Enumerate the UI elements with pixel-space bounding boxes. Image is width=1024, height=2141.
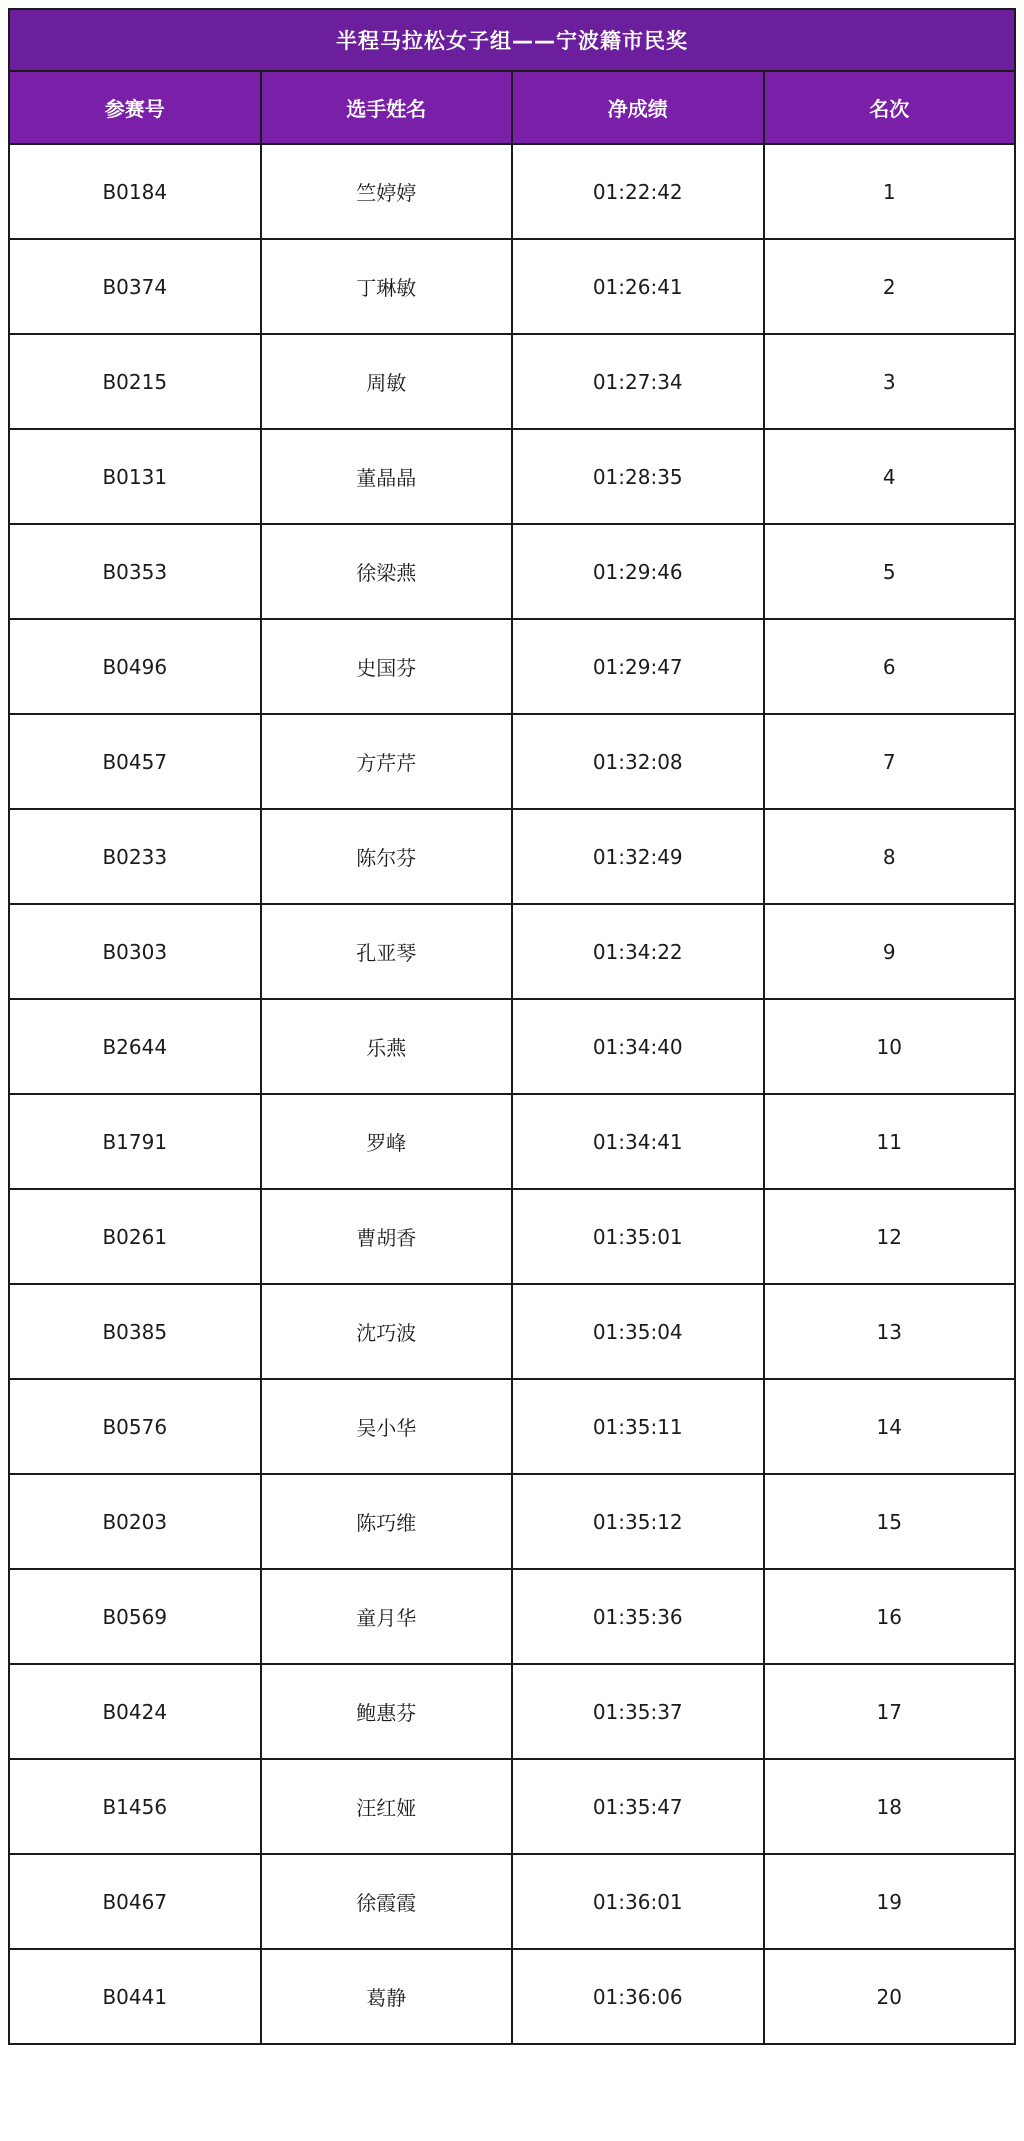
cell-rank: 1 <box>764 144 1016 239</box>
cell-name: 董晶晶 <box>261 429 513 524</box>
cell-time: 01:35:01 <box>512 1189 764 1284</box>
table-row <box>9 1854 1015 1949</box>
cell-rank: 14 <box>764 1379 1016 1474</box>
column-header-rank: 名次 <box>764 71 1016 144</box>
cell-time: 01:34:22 <box>512 904 764 999</box>
cell-rank: 4 <box>764 429 1016 524</box>
column-header-time: 净成绩 <box>512 71 764 144</box>
table-row <box>9 429 1015 524</box>
cell-bib: B0131 <box>9 429 261 524</box>
table-row <box>9 1759 1015 1854</box>
cell-time: 01:27:34 <box>512 334 764 429</box>
header-row <box>9 71 1015 144</box>
cell-bib: B0184 <box>9 144 261 239</box>
cell-rank: 18 <box>764 1759 1016 1854</box>
table-row <box>9 619 1015 714</box>
cell-rank: 10 <box>764 999 1016 1094</box>
cell-rank: 7 <box>764 714 1016 809</box>
cell-bib: B1456 <box>9 1759 261 1854</box>
title-row <box>9 9 1015 71</box>
cell-bib: B0441 <box>9 1949 261 2044</box>
table-row <box>9 334 1015 429</box>
cell-time: 01:35:37 <box>512 1664 764 1759</box>
cell-bib: B0385 <box>9 1284 261 1379</box>
cell-name: 乐燕 <box>261 999 513 1094</box>
cell-time: 01:26:41 <box>512 239 764 334</box>
table-row <box>9 1379 1015 1474</box>
cell-time: 01:35:36 <box>512 1569 764 1664</box>
cell-time: 01:34:41 <box>512 1094 764 1189</box>
table-head <box>9 9 1015 144</box>
column-header-bib: 参赛号 <box>9 71 261 144</box>
cell-name: 竺婷婷 <box>261 144 513 239</box>
cell-rank: 6 <box>764 619 1016 714</box>
cell-name: 葛静 <box>261 1949 513 2044</box>
cell-time: 01:35:11 <box>512 1379 764 1474</box>
table-row <box>9 1949 1015 2044</box>
cell-rank: 2 <box>764 239 1016 334</box>
table-row <box>9 999 1015 1094</box>
table-row <box>9 524 1015 619</box>
cell-rank: 20 <box>764 1949 1016 2044</box>
cell-bib: B0233 <box>9 809 261 904</box>
cell-name: 丁琳敏 <box>261 239 513 334</box>
cell-name: 吴小华 <box>261 1379 513 1474</box>
cell-time: 01:32:08 <box>512 714 764 809</box>
cell-time: 01:36:01 <box>512 1854 764 1949</box>
cell-name: 童月华 <box>261 1569 513 1664</box>
table-title: 半程马拉松女子组——宁波籍市民奖 <box>9 9 1015 71</box>
cell-rank: 15 <box>764 1474 1016 1569</box>
table-body <box>9 144 1015 2044</box>
cell-name: 方芹芹 <box>261 714 513 809</box>
cell-time: 01:35:12 <box>512 1474 764 1569</box>
cell-name: 沈巧波 <box>261 1284 513 1379</box>
cell-name: 徐霞霞 <box>261 1854 513 1949</box>
cell-name: 史国芬 <box>261 619 513 714</box>
cell-time: 01:35:04 <box>512 1284 764 1379</box>
cell-bib: B2644 <box>9 999 261 1094</box>
column-header-name: 选手姓名 <box>261 71 513 144</box>
cell-name: 周敏 <box>261 334 513 429</box>
cell-name: 徐梁燕 <box>261 524 513 619</box>
cell-bib: B0467 <box>9 1854 261 1949</box>
cell-rank: 9 <box>764 904 1016 999</box>
cell-name: 鲍惠芬 <box>261 1664 513 1759</box>
cell-rank: 5 <box>764 524 1016 619</box>
cell-time: 01:32:49 <box>512 809 764 904</box>
table-row <box>9 1474 1015 1569</box>
cell-name: 陈尔芬 <box>261 809 513 904</box>
cell-bib: B0424 <box>9 1664 261 1759</box>
cell-bib: B0569 <box>9 1569 261 1664</box>
cell-bib: B0303 <box>9 904 261 999</box>
cell-rank: 17 <box>764 1664 1016 1759</box>
cell-rank: 16 <box>764 1569 1016 1664</box>
cell-rank: 19 <box>764 1854 1016 1949</box>
table-row <box>9 1189 1015 1284</box>
cell-bib: B0203 <box>9 1474 261 1569</box>
table-row <box>9 904 1015 999</box>
cell-time: 01:28:35 <box>512 429 764 524</box>
table-row <box>9 239 1015 334</box>
cell-time: 01:36:06 <box>512 1949 764 2044</box>
cell-bib: B0496 <box>9 619 261 714</box>
cell-time: 01:29:47 <box>512 619 764 714</box>
table-row <box>9 714 1015 809</box>
cell-rank: 13 <box>764 1284 1016 1379</box>
cell-time: 01:34:40 <box>512 999 764 1094</box>
cell-time: 01:35:47 <box>512 1759 764 1854</box>
cell-rank: 12 <box>764 1189 1016 1284</box>
cell-bib: B0261 <box>9 1189 261 1284</box>
cell-bib: B0576 <box>9 1379 261 1474</box>
cell-rank: 8 <box>764 809 1016 904</box>
table-row <box>9 809 1015 904</box>
table-row <box>9 1664 1015 1759</box>
cell-time: 01:29:46 <box>512 524 764 619</box>
cell-name: 孔亚琴 <box>261 904 513 999</box>
table-row <box>9 1284 1015 1379</box>
cell-bib: B0215 <box>9 334 261 429</box>
cell-bib: B1791 <box>9 1094 261 1189</box>
table-row <box>9 1094 1015 1189</box>
table-row <box>9 1569 1015 1664</box>
cell-name: 汪红娅 <box>261 1759 513 1854</box>
cell-name: 曹胡香 <box>261 1189 513 1284</box>
cell-name: 罗峰 <box>261 1094 513 1189</box>
cell-bib: B0374 <box>9 239 261 334</box>
cell-rank: 11 <box>764 1094 1016 1189</box>
cell-bib: B0353 <box>9 524 261 619</box>
cell-rank: 3 <box>764 334 1016 429</box>
cell-bib: B0457 <box>9 714 261 809</box>
cell-time: 01:22:42 <box>512 144 764 239</box>
table-row <box>9 144 1015 239</box>
cell-name: 陈巧维 <box>261 1474 513 1569</box>
results-table <box>8 8 1016 2045</box>
